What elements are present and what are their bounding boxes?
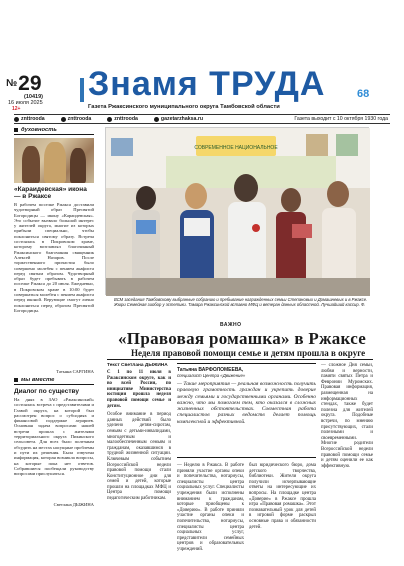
social-label: znttrooda (21, 116, 45, 122)
website-label: gazetarzhaksa.ru (160, 116, 204, 122)
globe-icon (154, 117, 159, 122)
article-text-1: Особое внимание в период данных действий было уделено детям-сиротам, семьям с детьми-инвалидами, многодетным и малообеспеченным семьям и гражданам, оказавшимся в трудной жизненной ситуации. Ключевым событием Всероссийской недели правовой помощи стали Конституционное дни для семей и детей, которые прошли на площадках МФЦ и Центра помощи педагогическим работникам. (107, 412, 171, 502)
masthead-divider (80, 78, 84, 102)
social-label: znttrooda (114, 116, 138, 122)
quote-author: Татьяна ВАРФОЛОМЕЕВА, (177, 367, 244, 373)
article-column-3: был юридического бюро, дома детского творчества, библиотеки. Жители округа получили исчерпывающие ответы на интересующие их вопросы. На площадке центра «Доверие» в Ржаксе прошла игра «Правовая ромашка». Этот познавательный урок для детей в игровой форме раскрыл основные права и обязанности детей. (249, 463, 316, 530)
social-item[interactable] (107, 116, 138, 122)
icon-photo (14, 138, 94, 183)
article-author: Текст Светлана ДЫЖИНА (107, 363, 168, 368)
award-photo (106, 128, 370, 296)
left-headline: «Караидевская» икона — в Ржаксе (14, 186, 87, 200)
ok-icon (107, 117, 112, 122)
newspaper-subtitle: Газета Ржаксинского муниципального округа Тамбовской области (88, 104, 280, 110)
article-column-2: — Неделю в Ржакса. В работе приняли участие органы опеки и попечительства, нотариусы, специалисты центра социальных услуг. Специалисты учреждения были исполнены вниманием к гражданам, которые приобщены к «Доверию». В работе приняли участие органы опеки и попечительства, нотариусы, специалисты центра социальных услуг, представители семейных центров и образовательных учреждений. (177, 463, 244, 552)
rubric-important: ВАЖНО (220, 322, 242, 328)
founded-note: Газета выходит с 10 октября 1930 года (294, 116, 388, 122)
title-region-number: 68 (357, 88, 370, 100)
divider (107, 359, 373, 360)
social-item[interactable] (61, 116, 92, 122)
age-rating: 12+ (12, 106, 21, 112)
quote-text: — Такие мероприятия — реальная возможность получить правовую грамотность граждан и укрепить доверие между семьями и государственными органами. Особенно важно, что мы помогаем тем, кто оказался в сложных жизненных обстоятельствах. Совместная работа специалистов разных ведомств делает помощь комплексной и эффективной. (177, 381, 316, 425)
left-signature: Татьяна САРГИНА (56, 369, 94, 374)
left-signature-2: Светлана ДЫЖИНА (53, 502, 94, 507)
issue-date: 16 июля 2025 (8, 100, 43, 106)
main-photo (105, 127, 369, 295)
left-headline-2: Диалог по существу (14, 388, 79, 395)
rubric-together: мы вместе (14, 377, 94, 385)
social-item[interactable] (14, 116, 45, 122)
issue-number-value: 29 (18, 72, 42, 95)
newspaper-title: Знамя ТРУДА (88, 65, 326, 103)
issue-symbol: № (6, 78, 18, 89)
social-label: znttrooda (67, 116, 92, 122)
issue-number (6, 74, 42, 94)
telegram-icon (61, 117, 66, 122)
article-subhead: Неделя правовой помощи семье и детям прошла в округе (131, 348, 366, 358)
article-headline: «Правовая ромашка» в Ржаксе (118, 329, 367, 348)
website-link[interactable] (154, 116, 203, 122)
article-column-4: — сложное Дня семьи, любви и верности, памяти святых Петра и Февронии Муромских. Правовая информация, размещенная на информационных стендах, также будет полезна для жителей округа. Подобные встречи, по мнению присутствующих, стали полезными и своевременными. Многие родители Всероссийской недели правовой помощи семье и детям оценили ее как эффективную. (321, 363, 373, 469)
vk-icon (14, 117, 19, 122)
rubric-spirituality: духовность (14, 127, 94, 135)
quote-role: специалист Центра «Движение» (177, 373, 246, 378)
issue-total: (10419) (24, 94, 43, 100)
quote-box (177, 363, 316, 458)
photo-caption: ВСМ заседания Тамбовскому выбранные собранию и пребывание награжденных семьи Степановых и Домашневых и в Ржаксе. Жюри Семейная зиобор у эстетики. Тамара Ржаксинской вставно МФЦ и ветеран данных областной. Лучшайший кассир. Ф. (114, 297, 368, 307)
article-column-1 (107, 370, 171, 546)
article-lead: С 1 по 11 июля в Ржаксинском округе, как и во всей России, по инициативе Министерства юстиции прошла неделя правовой помощи семье и детям. (107, 370, 171, 409)
left-column (14, 127, 94, 547)
social-bar (14, 114, 390, 124)
left-text-2: На днях в ЗАО «Ржаксинский» состоялась встреча с представителями и Главой округа, на которой был рассмотрен вопрос о субсидиях и финансовой поддержке аграриев. Основная задача вопросами нашей встречи прошла с жителями территориального округа Пикинского сельсовета. Для всех было полезным обсудить на местах насущные проблемы и пути их решения. Была озвучена информация, которая возникла вопросы, на которые пока нет ответов. Собравшиеся пообещали руководству вопросами прислушаться. (14, 397, 94, 477)
left-text: В рабочем поселке Ржакса доставили чудотворный образ Пресвятой Богородицы — икону «Караидевская». Это событие вызвало большой интерес у жителей округа, многие из которых прибыли специально, чтобы поклониться святому образу. Встреча состоялась в Покровском храме, которому возглавлял благочинный Ржаксинского благочиния священник Алексей Назаров. После торжественного причастия было совершено молебен с пением акафиста перед святым образом. Чудотворный образ будет пребывать в рабочем поселке Ржакса до 20 июля. Ежедневно, в Покровском храме в 10:00 будет совершаться молебен с пением акафиста перед иконой. Верующие смогут лично поклониться перед образом Пресвятой Богородицы. (14, 202, 94, 313)
photo-banner: СОВРЕМЕННОЕ НАЦИОНАЛЬНОЕ (194, 145, 278, 151)
